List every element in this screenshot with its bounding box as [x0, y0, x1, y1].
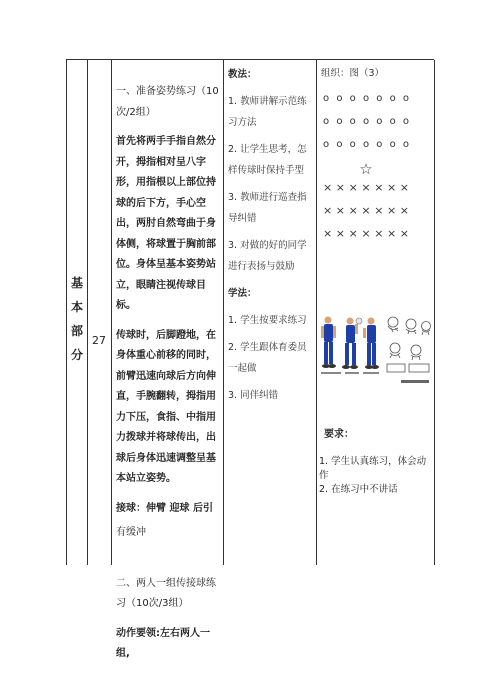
- learning-item: 1. 学生按要求练习: [228, 315, 307, 326]
- teaching-item: 3. 教师进行巡查指导纠错: [228, 192, 307, 224]
- content-paragraph: 有缓冲: [116, 527, 146, 538]
- teaching-item: 2. 让学生思考，怎样传球时保持手型: [228, 144, 307, 176]
- formation-row-x: × × × × × × ×: [323, 181, 409, 194]
- formation-row-x: × × × × × × ×: [323, 227, 409, 240]
- content-paragraph: 动作要领:左右两人一组,: [116, 627, 210, 659]
- drill-title-1: 一、准备姿势练习（10次/2组）: [116, 86, 219, 118]
- content-column: [116, 82, 220, 674]
- method-column: [228, 64, 312, 412]
- table-divider-1: [87, 60, 88, 565]
- organization-label: 组织：图（3）: [321, 68, 385, 79]
- section-label: [68, 271, 86, 367]
- content-paragraph: 首先将两手手指自然分开，拇指相对呈八字形，用指根以上部位持球的后下方，手心空出，两肘自然弯曲于身体侧，将球置于胸前部位。身体呈基本姿势站立，眼睛注视传球目标。: [116, 136, 216, 311]
- time-minutes: 27: [92, 334, 106, 347]
- teaching-item: 1. 教师讲解示范练习方法: [228, 96, 307, 128]
- learning-item: 3. 同伴纠错: [228, 390, 279, 401]
- formation-row-o: o o o o o o o: [323, 93, 409, 104]
- drill-title-2: 二、两人一组传接球练习（10次/3组）: [116, 577, 216, 609]
- section-char: 分: [70, 348, 83, 362]
- table-divider-2: [111, 60, 112, 565]
- content-paragraph: 接球：伸臂 迎球 后引: [116, 502, 213, 514]
- table-divider-3: [223, 60, 224, 565]
- formation-diagram: [321, 92, 435, 250]
- table-top-border: [66, 59, 434, 60]
- teaching-item: 3. 对做的好的同学进行表扬与鼓励: [228, 240, 307, 272]
- teaching-method-heading: 教法：: [228, 69, 257, 80]
- formation-row-o: o o o o o o o: [323, 116, 409, 127]
- requirement-item: 2. 在练习中不讲话: [319, 484, 398, 495]
- requirement-item: 1. 学生认真练习，体会动作: [319, 456, 427, 481]
- formation-row-o: o o o o o o o: [323, 139, 409, 150]
- table-divider-4: [316, 60, 317, 565]
- learning-method-heading: 学法：: [228, 288, 257, 299]
- section-char: 基: [70, 276, 83, 290]
- table-border-left: [66, 60, 67, 565]
- learning-item: 2. 学生跟体育委员一起做: [228, 342, 307, 374]
- content-paragraph: 传球时，后脚蹬地，在身体重心前移的同时，前臂迅速向球后方向伸直，手腕翻转，拇指用力下压，食指、中指用力拨球并将球传出，出球后身体迅速调整呈基本站立姿势。: [116, 329, 216, 484]
- formation-row-x: × × × × × × ×: [323, 204, 409, 217]
- organization-column: [321, 64, 435, 250]
- section-char: 本: [70, 300, 83, 314]
- requirements-heading: 要求：: [324, 429, 354, 440]
- passing-illustration: [319, 312, 433, 394]
- teacher-star-icon: ☆: [359, 160, 373, 178]
- section-char: 部: [70, 324, 83, 338]
